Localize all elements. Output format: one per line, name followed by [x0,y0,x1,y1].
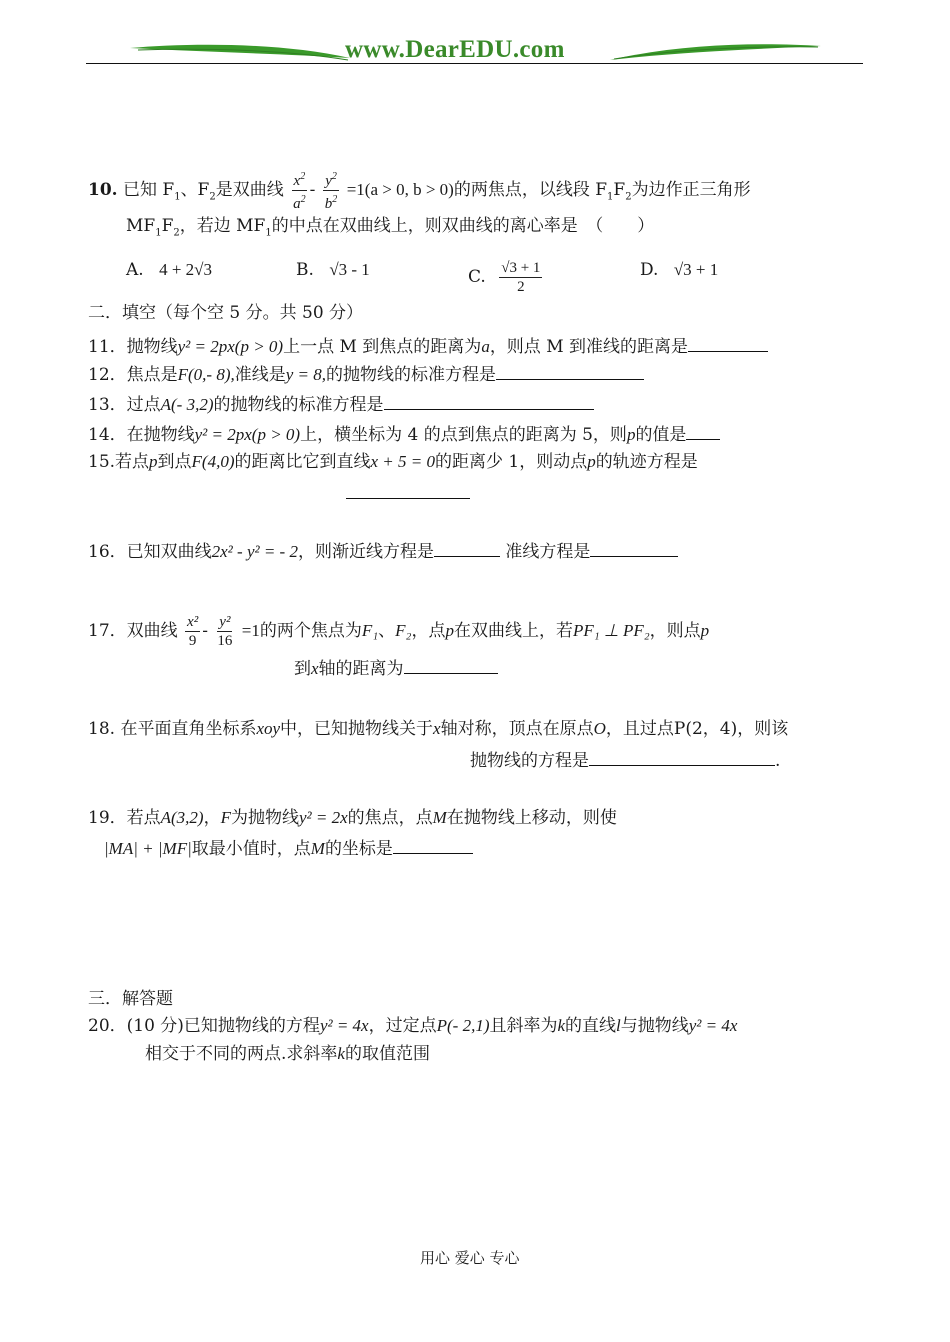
q19: 19．若点A(3,2)，F为抛物线y² = 2x的焦点，点M在抛物线上移动，则使 [88,808,617,828]
answer-blank[interactable] [688,335,768,352]
option-b[interactable]: √3 - 1 [329,260,370,279]
option-a-label[interactable]: A. [126,260,144,280]
option-c-label[interactable]: C. [468,267,486,287]
answer-blank[interactable] [589,749,775,766]
section-2-title: 二．填空（每个空 5 分。共 50 分） [88,303,364,323]
site-brand[interactable]: www.DearEDU.com [345,36,565,63]
answer-blank[interactable] [686,423,720,440]
q14: 14．在抛物线y² = 2px(p > 0)上，横坐标为 4 的点到焦点的距离为 5，则p的值是 [88,423,720,446]
q12: 12．焦点是F(0,- 8),准线是y = 8,的抛物线的标准方程是 [88,363,644,386]
answer-blank[interactable] [496,363,644,380]
section-3-title: 三．解答题 [88,989,173,1009]
header-rule [86,63,863,64]
q18: 18. 在平面直角坐标系xoy中，已知抛物线关于x轴对称，顶点在原点O，且过点P(2，4)，则该 [88,719,789,739]
page-footer: 用心 爱心 专心 [420,1249,520,1267]
option-d[interactable]: √3 + 1 [673,260,719,279]
q11: 11．抛物线y² = 2px(p > 0)上一点 M 到焦点的距离为a，则点 M 到准线的距离是 [88,335,768,358]
answer-blank[interactable] [346,482,470,499]
q10-number: 10. [88,180,118,200]
option-d-label[interactable]: D. [640,260,659,280]
answer-blank[interactable] [434,540,500,557]
q10-line1: 10. 已知 $F_1$、$F_2$是双曲线 $\frac{x^2}{a^2}$ - $\frac{y^2}{b^2}$ =1(a > 0, b > 0)的两焦点，以线段 $F_1F_2$为边作正三角形 [88,168,751,213]
answer-blank[interactable] [590,540,678,557]
q10-frac-y: $\frac{y^2}{b^2}$ [323,168,340,213]
q13: 13．过点A(- 3,2)的抛物线的标准方程是 [88,393,594,416]
option-c[interactable]: $\frac{√3 + 1}{2}$ [501,260,541,295]
q10-frac-x: $\frac{x^2}{a^2}$ [291,168,308,213]
q10-options [126,259,212,281]
answer-blank[interactable] [384,393,594,410]
option-b-label[interactable]: B. [296,260,314,280]
answer-blank[interactable] [404,657,498,674]
q17: 17．双曲线 $\frac{\text{x²}}{9}$ - $\frac{\text{y²}}{16}$ =1的两个焦点为F₁、F₂，点p在双曲线上，若PF₁ ⊥ PF₂，则点p [88,614,710,649]
answer-blank[interactable] [393,837,473,854]
q15: 15.若点p到点F(4,0)的距离比它到直线x + 5 = 0的距离少 1，则动点p的轨迹方程是 [88,452,698,472]
q16: 16．已知双曲线2x² - y² = - 2，则渐近线方程是 准线方程是 [88,540,678,563]
q20: 20．(10 分)已知抛物线的方程y² = 4x，过定点P(- 2,1)且斜率为k的直线l与抛物线y² = 4x [88,1016,738,1036]
option-a[interactable]: 4 + 2√3 [159,260,213,279]
q10-equation-tail: =1(a > 0, b > 0) [346,180,454,199]
q10-line2: $MF_1F_2$，若边 $MF_1$的中点在双曲线上，则双曲线的离心率是 （ ） [126,216,655,239]
